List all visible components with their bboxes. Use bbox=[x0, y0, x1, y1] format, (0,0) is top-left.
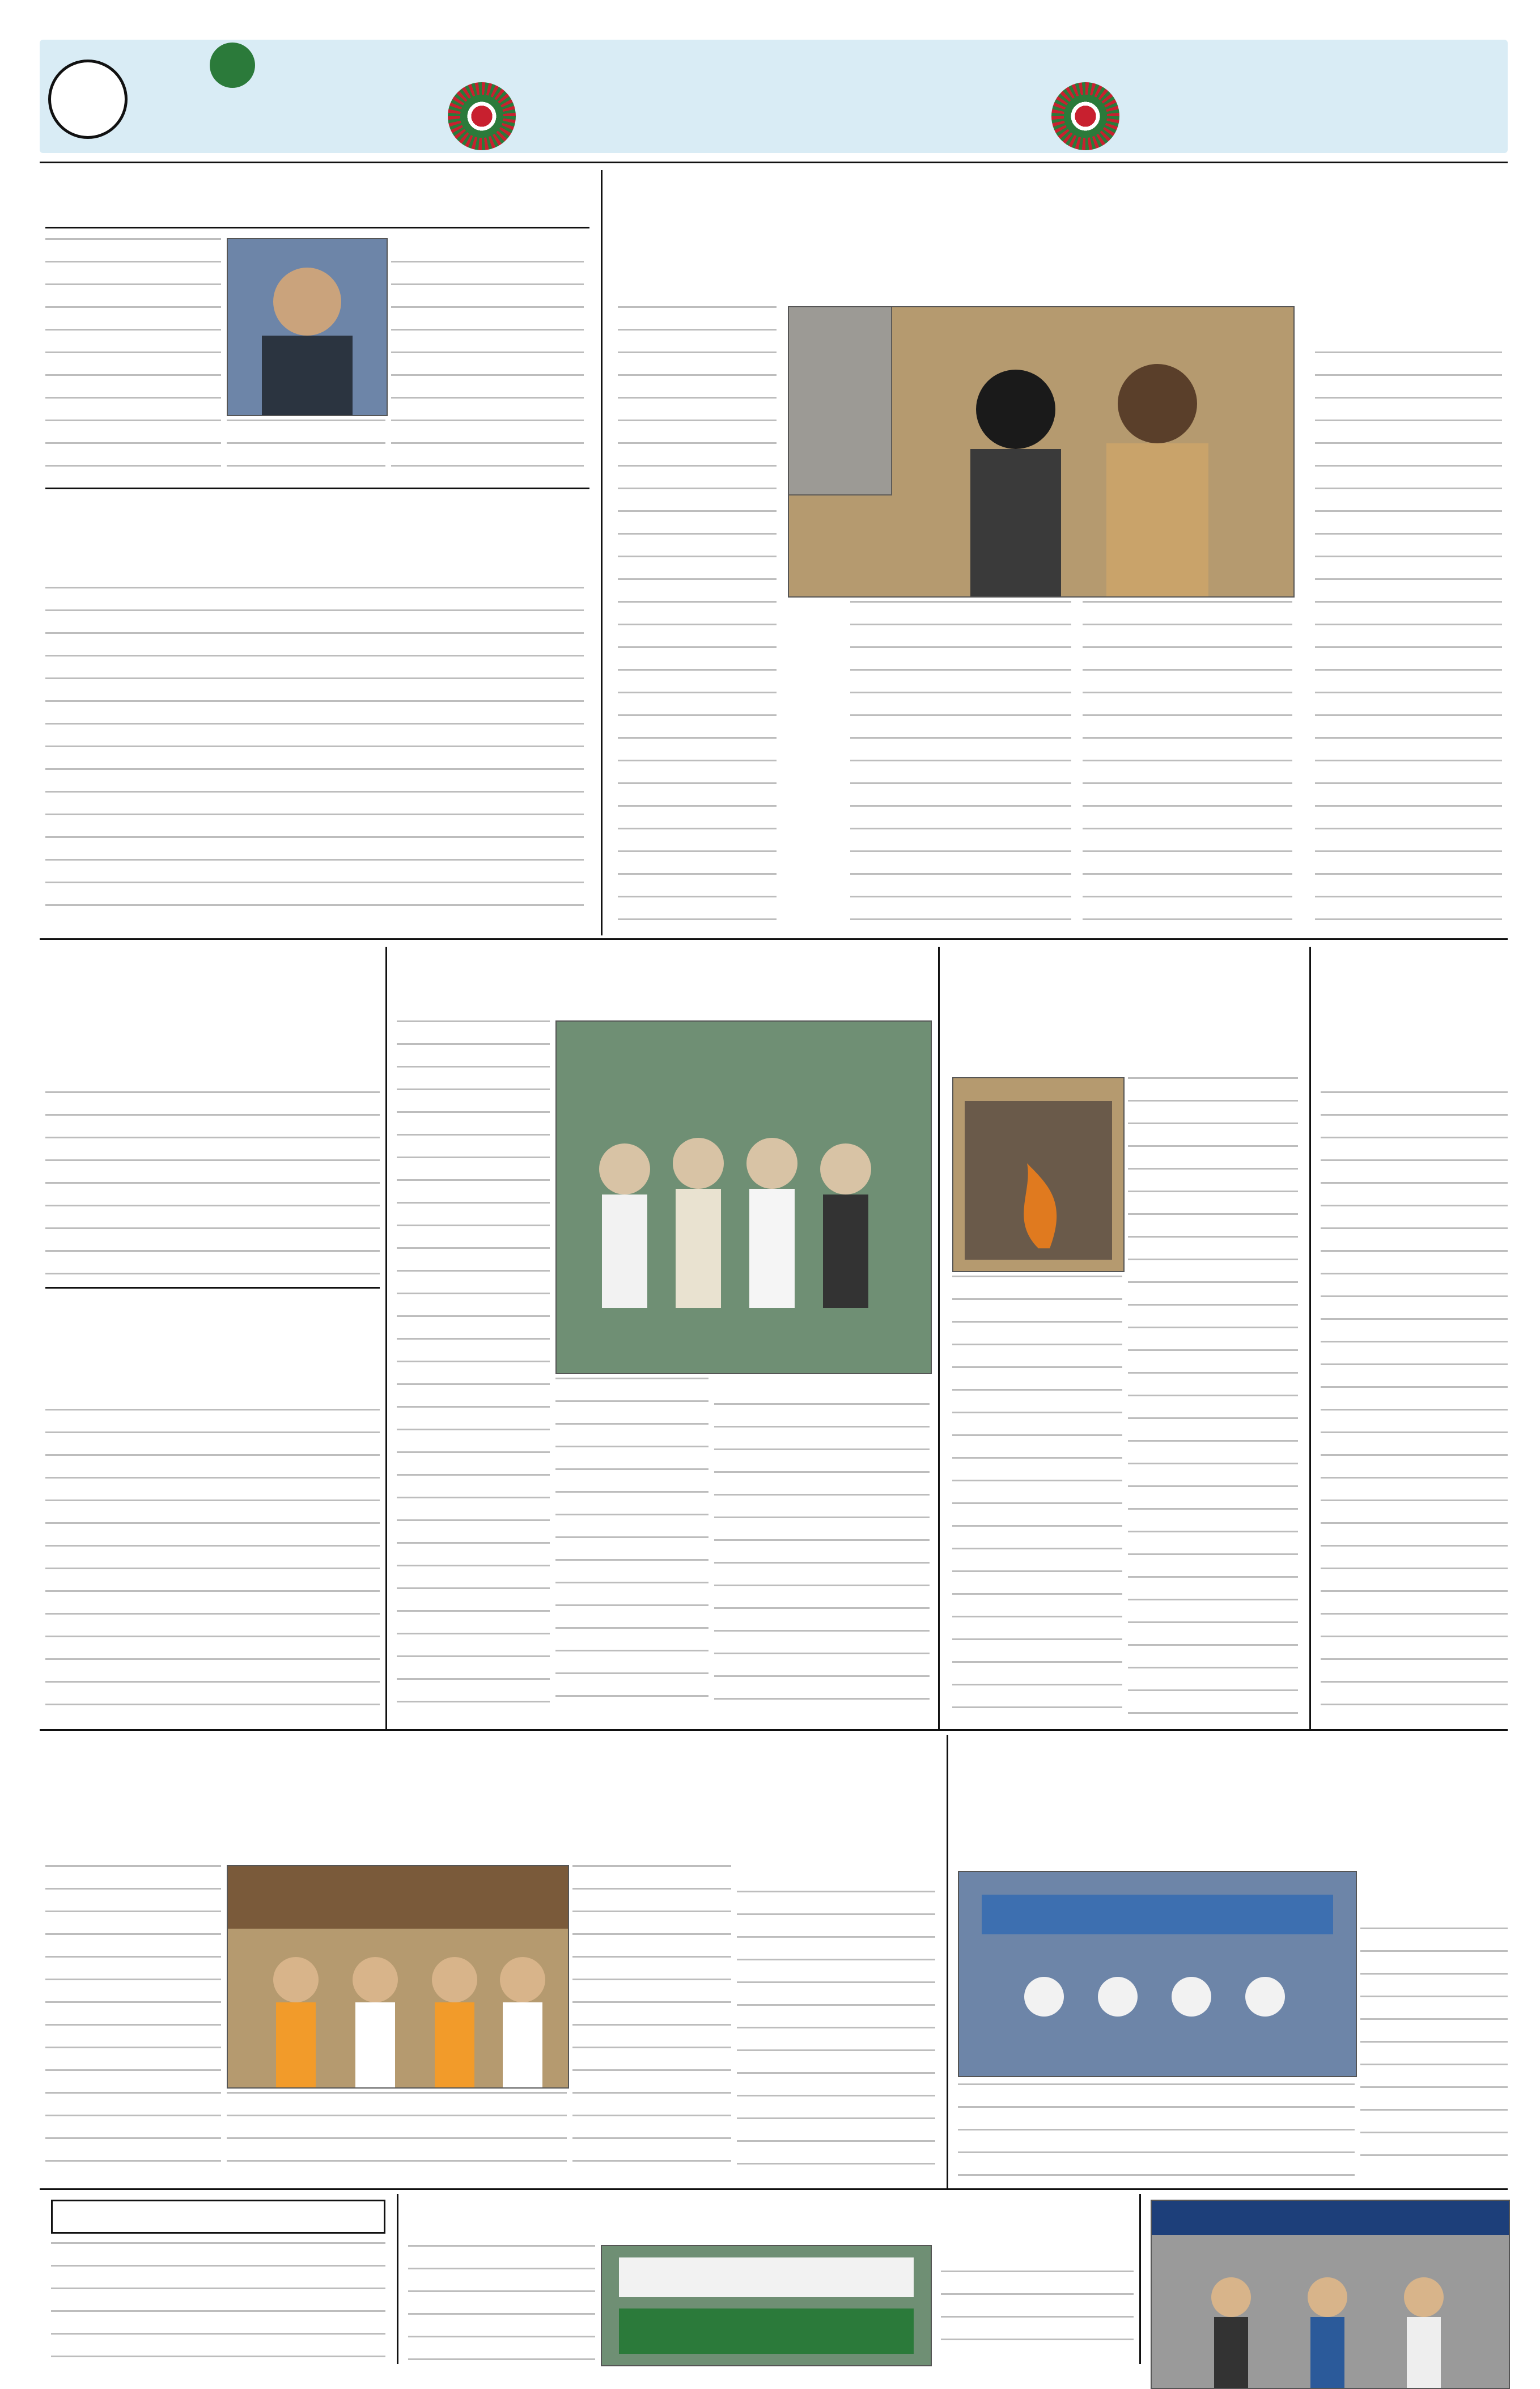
youth-body-col2 bbox=[572, 1865, 731, 2177]
women-edu-body-col1 bbox=[714, 1403, 930, 1715]
youth-photo bbox=[227, 1865, 569, 2089]
smuggler-body bbox=[45, 1409, 380, 1715]
starburst-icon bbox=[1051, 82, 1119, 150]
column-rule bbox=[938, 947, 940, 1729]
pahalgam-body bbox=[51, 2242, 385, 2361]
naqvi-body-col1 bbox=[391, 261, 584, 476]
gathering-photo-icon bbox=[959, 1872, 1356, 2076]
starburst-icon bbox=[448, 82, 516, 150]
teachers-body-col1 bbox=[1360, 1928, 1508, 2177]
charity-photo bbox=[1151, 2200, 1510, 2389]
teachers-photo bbox=[958, 1871, 1357, 2077]
lead-body-col3 bbox=[850, 601, 1071, 924]
section-rule bbox=[45, 1287, 380, 1289]
youth-body-col4 bbox=[227, 2092, 567, 2177]
mumbai-fire-photo bbox=[952, 1077, 1125, 1272]
column-rule bbox=[397, 2194, 398, 2364]
column-rule bbox=[1309, 947, 1311, 1729]
unani-photo bbox=[601, 2245, 932, 2366]
band-rule-1 bbox=[40, 938, 1508, 940]
mumbai-body-col1 bbox=[1128, 1077, 1298, 1715]
unani-body-col1 bbox=[941, 2271, 1134, 2361]
masthead-rule bbox=[40, 162, 1508, 163]
mumbai-body-col2 bbox=[952, 1276, 1122, 1715]
person-photo-icon bbox=[228, 239, 387, 415]
column-rule bbox=[385, 947, 387, 1729]
naqvi-body-col3 bbox=[227, 420, 385, 476]
unani-body-col2 bbox=[408, 2245, 595, 2361]
page-number-badge bbox=[48, 60, 128, 139]
brand-badge bbox=[210, 43, 255, 88]
lead-body-column bbox=[1315, 351, 1502, 924]
teachers-body-col2 bbox=[958, 2083, 1355, 2177]
naqvi-rule bbox=[45, 227, 589, 228]
pahalgam-box bbox=[51, 2200, 385, 2234]
women-edu-body-col3 bbox=[397, 1020, 550, 1715]
women-edu-photo bbox=[555, 1020, 932, 1374]
column-rule bbox=[601, 170, 603, 935]
lead-body-col4 bbox=[618, 306, 777, 924]
naqvi-body-col2 bbox=[45, 238, 221, 476]
brand-logo bbox=[142, 43, 385, 153]
event-photo-icon bbox=[602, 2246, 931, 2365]
column-rule bbox=[947, 1735, 948, 2188]
section-rule bbox=[45, 488, 589, 489]
stage-photo-icon bbox=[228, 1866, 568, 2087]
dowry-body bbox=[45, 587, 584, 924]
naqvi-photo bbox=[227, 238, 388, 416]
youth-body-col1 bbox=[737, 1891, 935, 2177]
band-rule-3 bbox=[40, 2188, 1508, 2190]
gulmarg-body bbox=[1321, 1091, 1508, 1715]
award-photo-icon bbox=[1152, 2201, 1509, 2388]
column-rule bbox=[1139, 2194, 1141, 2364]
women-edu-body-col2 bbox=[555, 1378, 709, 1715]
fire-icon bbox=[953, 1078, 1123, 1271]
youth-body-col3 bbox=[45, 1865, 221, 2177]
lead-body-col2 bbox=[1083, 601, 1292, 924]
group-photo-icon bbox=[557, 1022, 931, 1373]
terror-body bbox=[45, 1091, 380, 1278]
lead-photo-document bbox=[788, 306, 892, 495]
band-rule-2 bbox=[40, 1729, 1508, 1731]
